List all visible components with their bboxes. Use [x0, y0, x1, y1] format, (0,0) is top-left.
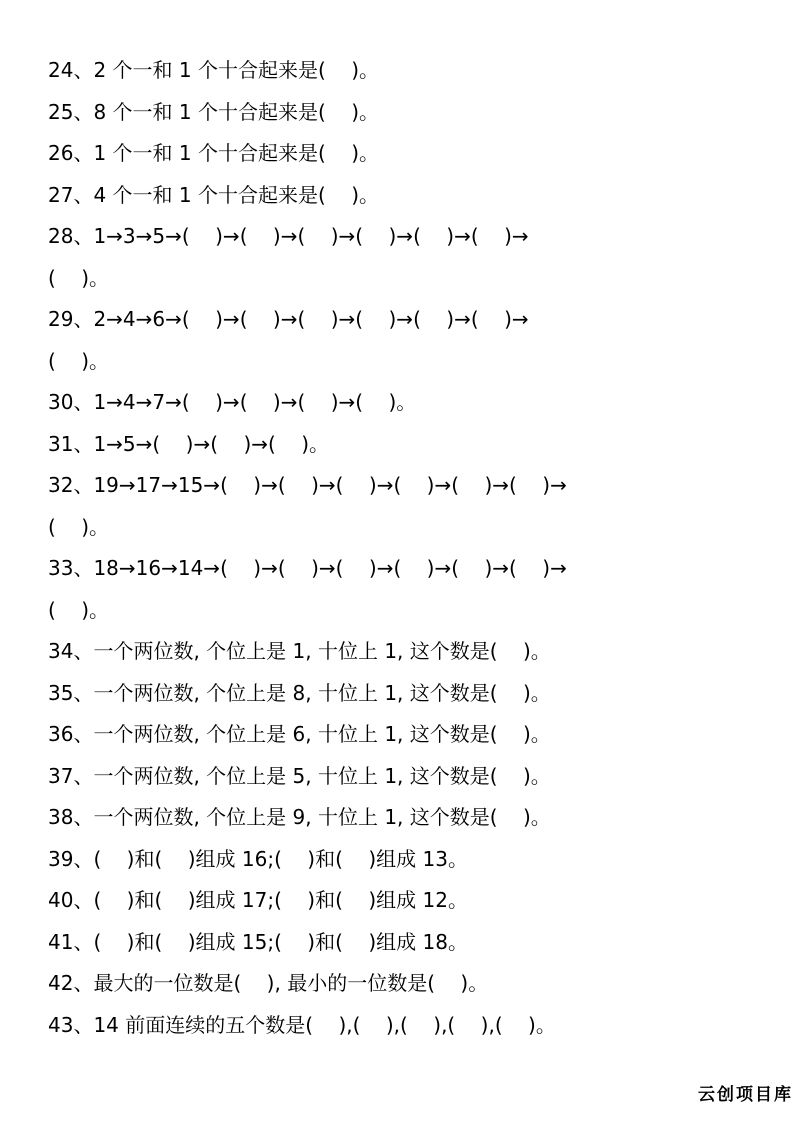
question-line-continuation: ( )。: [48, 514, 110, 539]
question-line: 27、4 个一和 1 个十合起来是( )。: [48, 182, 380, 207]
question-line-continuation: ( )。: [48, 265, 110, 290]
question-line-continuation: ( )。: [48, 348, 110, 373]
question-line: 37、一个两位数, 个位上是 5, 十位上 1, 这个数是( )。: [48, 763, 551, 788]
question-line: 34、一个两位数, 个位上是 1, 十位上 1, 这个数是( )。: [48, 639, 551, 663]
question-line: 33、18→16→14→( )→( )→( )→( )→( )→( )→: [48, 556, 567, 580]
question-line: 38、一个两位数, 个位上是 9, 十位上 1, 这个数是( )。: [48, 805, 551, 829]
question-line: 29、2→4→6→( )→( )→( )→( )→( )→( )→: [48, 307, 529, 331]
footer-brand: 云创项目库: [698, 1085, 793, 1105]
question-line: 31、1→5→( )→( )→( )。: [48, 431, 330, 456]
question-line: 28、1→3→5→( )→( )→( )→( )→( )→( )→: [48, 224, 529, 248]
question-line: 42、最大的一位数是( ), 最小的一位数是( )。: [48, 971, 489, 995]
question-line: 32、19→17→15→( )→( )→( )→( )→( )→( )→: [48, 473, 567, 497]
question-line: 36、一个两位数, 个位上是 6, 十位上 1, 这个数是( )。: [48, 722, 551, 746]
question-line: 40、( )和( )组成 17;( )和( )组成 12。: [48, 888, 468, 912]
question-line: 43、14 前面连续的五个数是( ),( ),( ),( ),( )。: [48, 1012, 556, 1037]
question-line-continuation: ( )。: [48, 597, 110, 622]
question-line: 41、( )和( )组成 15;( )和( )组成 18。: [48, 929, 468, 954]
question-line: 39、( )和( )组成 16;( )和( )组成 13。: [48, 846, 468, 871]
question-line: 25、8 个一和 1 个十合起来是( )。: [48, 99, 380, 124]
question-line: 26、1 个一和 1 个十合起来是( )。: [48, 141, 380, 165]
question-line: 24、2 个一和 1 个十合起来是( )。: [48, 58, 380, 82]
question-list: [48, 50, 788, 1046]
question-line: 35、一个两位数, 个位上是 8, 十位上 1, 这个数是( )。: [48, 680, 551, 705]
question-line: 30、1→4→7→( )→( )→( )→( )。: [48, 390, 417, 414]
